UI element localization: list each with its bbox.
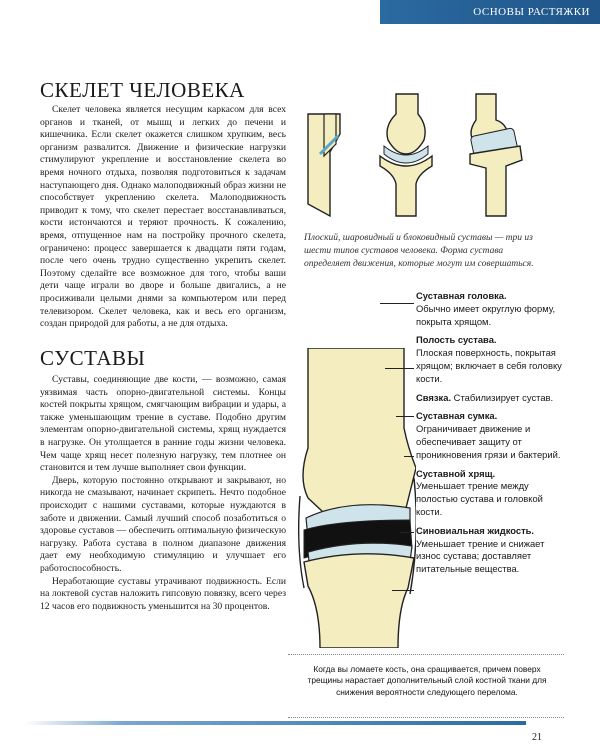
joints-paragraph-1: Суставы, соединяющие две кости, — возможно, самая уязвимая часть опорно-двигательной системы. Концы костей покрыты хрящом, смягчающим вибрации и удары, а также уменьшающим трение в суставе. Подобно другим элементам опорно-двигательной системы, хрящ нуждается в нагрузке. Он утолщается в ранние годы жизни человека. Чем чаще хрящ несет полезную нагрузку, тем плотнее он становится и тем лучше выполняет свои функции. (40, 374, 286, 474)
footer-bar (24, 721, 526, 725)
joint-types-illustration (300, 84, 540, 224)
leader-line (396, 416, 414, 417)
knee-labels (416, 290, 566, 582)
joints-heading: СУСТАВЫ (40, 346, 146, 370)
label-synovial-fluid: Синовиальная жидкость. Уменьшает трение и снижает износ сустава; доставляет питательные вещества. (416, 524, 545, 575)
running-header: ОСНОВЫ РАСТЯЖКИ (473, 6, 590, 18)
bone-fracture-note: Когда вы ломаете кость, она сращивается, причем поверх трещины нарастает дополнительный слой костной ткани для снижения вероятности следующего перелома. (307, 664, 547, 697)
knee-joint-illustration (298, 348, 416, 648)
ball-joint-drawing (380, 94, 432, 216)
leader-line (392, 590, 414, 591)
label-joint-head: Суставная головка. Обычно имеет округлую форму, покрыта хрящом. (416, 290, 556, 327)
leader-line (380, 303, 414, 304)
leader-line (404, 456, 414, 457)
leader-line (400, 532, 414, 533)
joints-paragraph-2: Дверь, которую постоянно открывают и закрывают, но никогда не смазывают, начинает скрипеть. Нечто подобное происходит с нашими суставами, которые нуждаются в заботе и движении. Самый лучший способ позаботиться о здоровье суставов — обеспечить оптимальную физическую нагрузку. Работа сустава в полном диапазоне движения дает ему необходимую стимуляцию и улучшает его работоспособность. (40, 474, 286, 574)
skeleton-text (40, 104, 286, 331)
skeleton-paragraph: Скелет человека является несущим каркасом для всех органов и тканей, от мышц и легких до печени и кишечника. Если скелет окажется слишком хрупким, весь организм развалится. Движение и физические нагрузки стимулируют укрепление и восстановление скелета во время ночного отдыха, позволяя подготовиться к задачам наступающего дня. Однако малоподвижный образ жизни не способствует укреплению скелета. Малоподвижность приводит к тому, что скелет перестает восстанавливаться, кости истончаются и теряют прочность. К сожалению, время, отпущенное нам на постройку прочного скелета, ограничено: процесс завершается к двадцати пяти годам, после чего очень трудно существенно укрепить скелет. Поэтому сделайте все возможное для того, чтобы ваши дети чаще играли во дворе и больше двигались, а не просиживали целыми днями за компьютером или перед телевизором. Скелет человека, как и весь его организм, создан природой для работы, а не для отдыха. (40, 104, 286, 330)
joints-text (40, 374, 286, 613)
plane-joint-drawing (308, 114, 340, 216)
label-articular-cartilage: Суставной хрящ. Уменьшает трение между полостью сустава и головкой кости. (416, 467, 543, 517)
figure-caption: Плоский, шаровидный и блоковидный суставы — три из шести типов суставов человека. Форма сустава определяет движения, которые могут им совершаться. (304, 233, 534, 269)
label-joint-capsule: Суставная сумка. Ограничивает движение и обеспечивает защиту от проникновения грязи и бактерий. (416, 410, 561, 460)
page-number: 21 (532, 732, 542, 743)
leader-line (385, 368, 414, 369)
label-ligament: Связка. Стабилизирует сустав. (416, 391, 554, 403)
hinge-joint-drawing (470, 94, 522, 216)
label-joint-cavity: Полость сустава. Плоская поверхность, покрытая хрящом; включает в себя головку кости. (416, 334, 562, 384)
skeleton-heading: СКЕЛЕТ ЧЕЛОВЕКА (40, 78, 245, 102)
joints-paragraph-3: Неработающие суставы утрачивают подвижность. Если на локтевой сустав наложить гипсовую повязку, всего через 12 часов его подвижность уменьшится на 30 процентов. (40, 575, 286, 612)
